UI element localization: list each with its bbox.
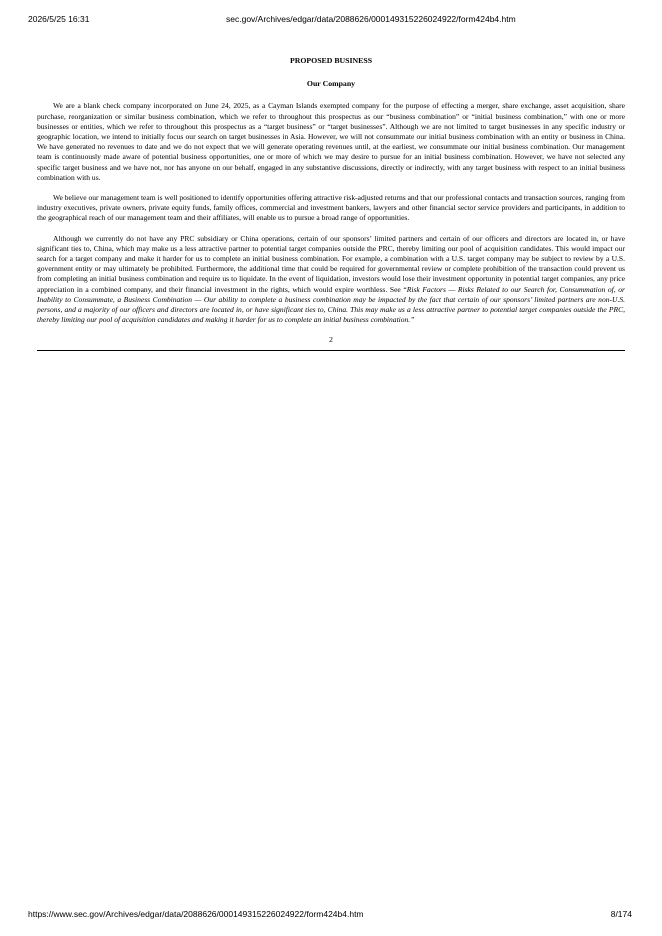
print-footer bbox=[28, 909, 632, 923]
subsection-title: Our Company bbox=[306, 79, 356, 89]
print-footer-url: https://www.sec.gov/Archives/edgar/data/2088626/000149315226024922/form424b4.htm bbox=[28, 909, 364, 919]
risk-factors-reference: Risk Factors — Risks Related to our Search for, Consummation of, or Inability to Consummate, a Business Combination — Our ability to complete a business combination may be impacted by the fact that certain of our sponsors’ limited partners are non-U.S. persons, and a majority of our officers and directors are located in, or have significant ties to, China. This may make us a less attractive partner to potential target companies outside the PRC, thereby limiting our pool of acquisition candidates and making it harder for us to complete an initial business combination.” bbox=[37, 284, 625, 325]
document-body bbox=[37, 56, 625, 351]
paragraph-prc-ties bbox=[37, 234, 625, 326]
paragraph-prc-ties-text: Although we currently do not have any PRC subsidiary or China operations, certain of our sponsors’ limited partners and certain of our officers and directors are located in, or have significant ties to, China, which may make us a less attractive partner to potential target companies outside the PRC, thereby limiting our pool of acquisition candidates. This would impact our search for a target company and make it harder for us to complete an initial business combination. For example, a combination with a U.S. target company may be subject to review by a U.S. government entity or may ultimately be prohibited. Furthermore, the additional time that could be required for governmental review or complete prohibition of the transaction could prevent us from completing an initial business combination and require us to liquidate. In the event of liquidation, investors would lose their investment opportunity in potential target companies, any price appreciation in a combined company, and their financial investment in the rights, which would expire worthless. See “ bbox=[37, 233, 625, 294]
section-title: PROPOSED BUSINESS bbox=[289, 56, 373, 65]
print-header bbox=[28, 14, 634, 28]
page-number: 2 bbox=[329, 335, 333, 345]
print-header-url: sec.gov/Archives/edgar/data/2088626/000149315226024922/form424b4.htm bbox=[226, 14, 516, 24]
page-divider bbox=[37, 350, 625, 351]
paragraph-management-team: We believe our management team is well positioned to identify opportunities offering attractive risk-adjusted returns and that our professional contacts and transaction sources, ranging from industry executives, private owners, private equity funds, family offices, commercial and investment bankers, lawyers and other financial sector service providers and participants, in addition to the geographical reach of our management team and their affiliates, will enable us to pursue a broad range of opportunities. bbox=[37, 193, 625, 223]
paragraph-company-overview: We are a blank check company incorporated on June 24, 2025, as a Cayman Islands exempted company for the purpose of effecting a merger, share exchange, asset acquisition, share purchase, reorganization or similar business combination, which we refer to throughout this prospectus as our “business combination” or “initial business combination,” with one or more businesses or entities, which we refer to throughout this prospectus as a “target business” or “target businesses”. Although we are not limited to target businesses in any specific industry or geographic location, we intend to initially focus our search on target businesses in Asia. However, we will not consummate our initial business combination with an entity or business in China. We have generated no revenues to date and we do not expect that we will generate operating revenues until, at the earliest, we consummate our initial business combination. Our management team is continuously made aware of potential business opportunities, one or more of which we may desire to pursue for an initial business combination. However, we have not selected any specific target business and we have not, nor has anyone on our behalf, engaged in any substantive discussions, directly or indirectly, with any target business with respect to an initial business combination with us. bbox=[37, 101, 625, 182]
print-datetime: 2026/5/25 16:31 bbox=[28, 14, 90, 24]
print-page-count: 8/174 bbox=[610, 909, 632, 919]
